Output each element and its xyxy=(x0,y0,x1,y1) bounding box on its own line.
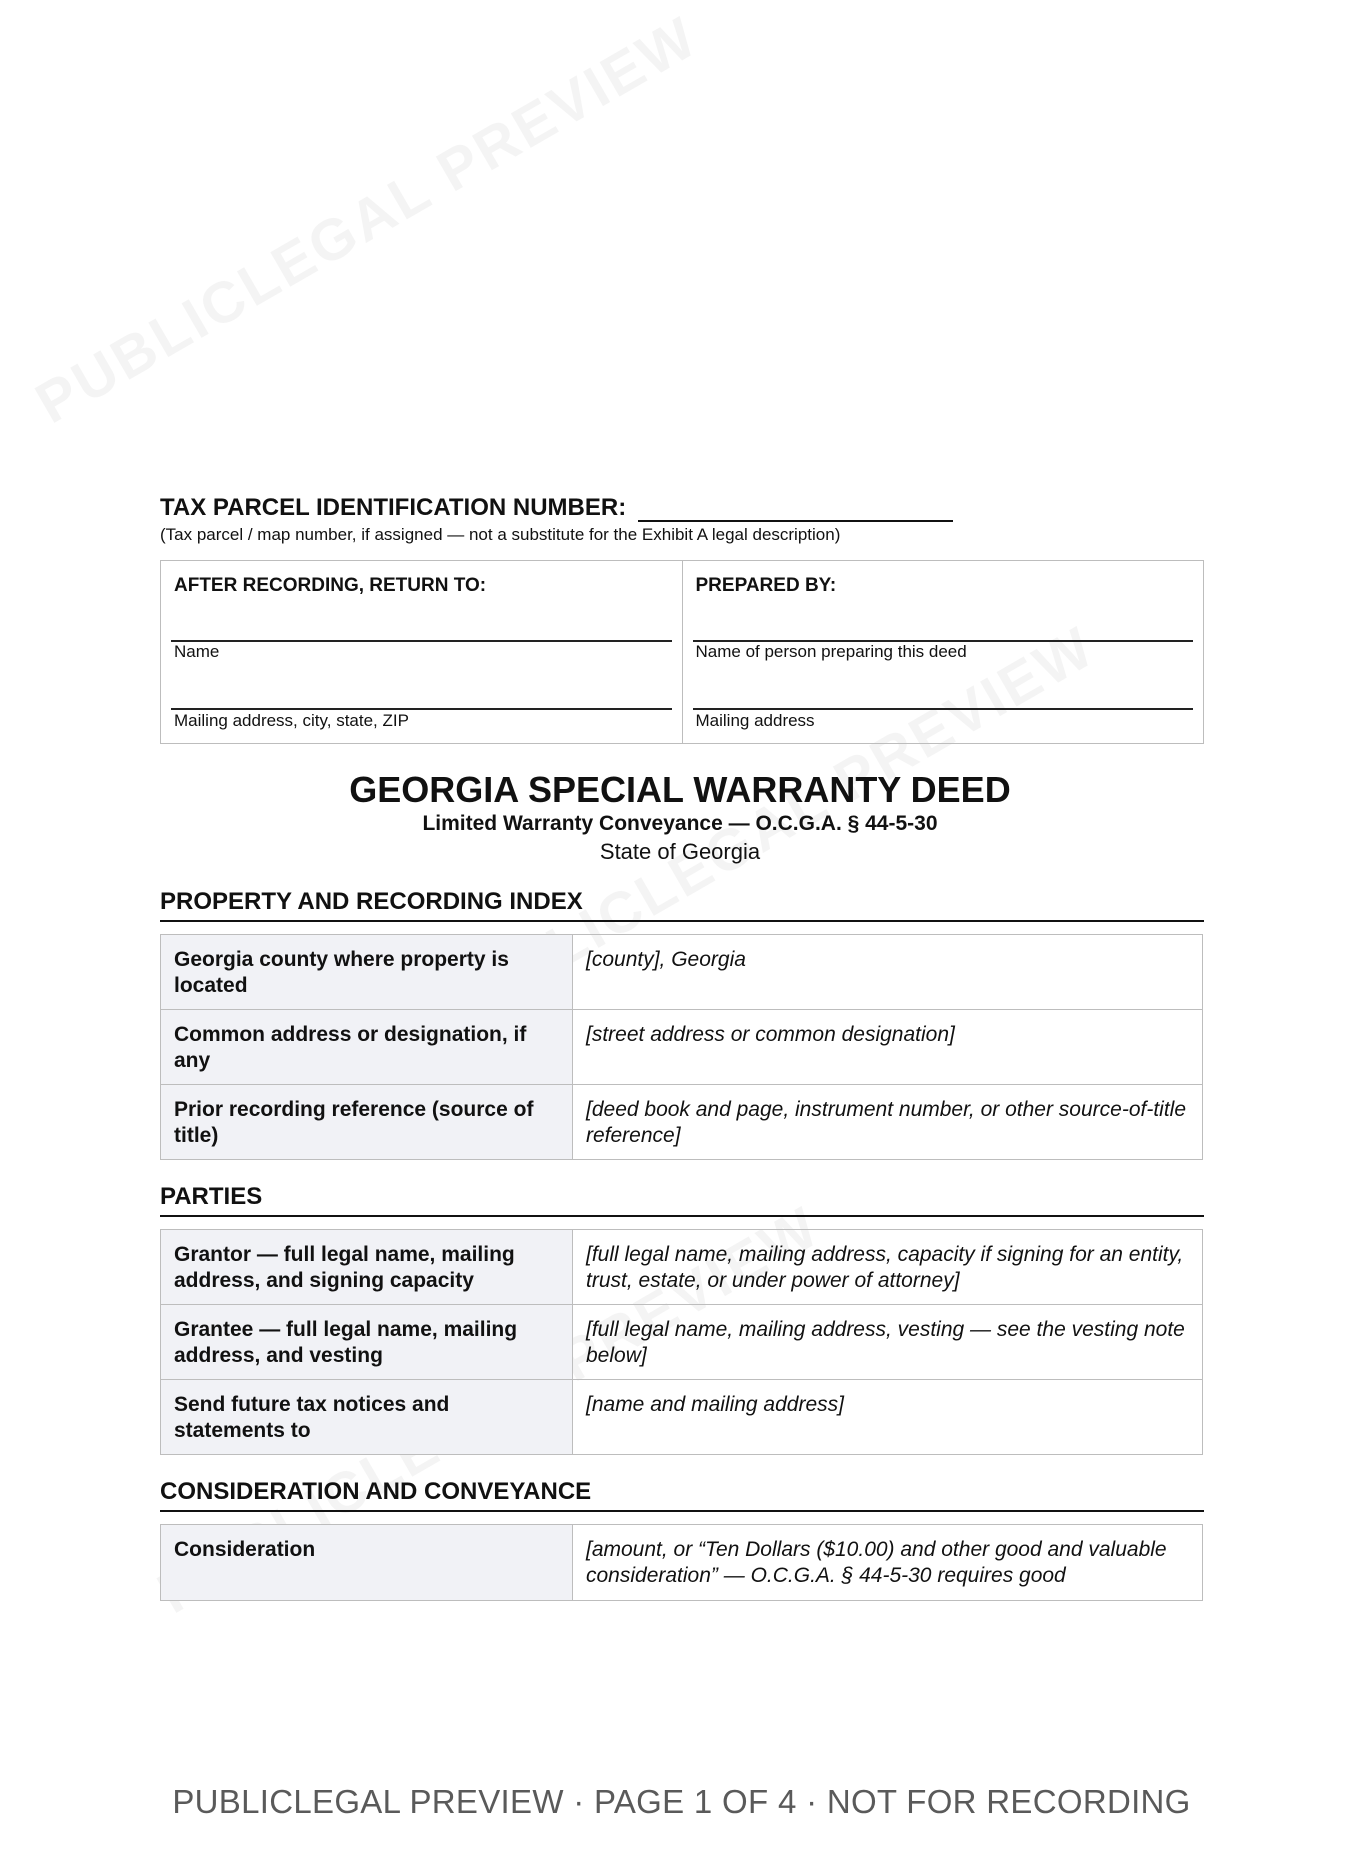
preparer-address-line[interactable] xyxy=(693,708,1194,710)
field-value[interactable]: [street address or common designation] xyxy=(573,1010,1203,1085)
preparer-name-label: Name of person preparing this deed xyxy=(695,642,967,661)
field-label: Georgia county where property is located xyxy=(161,935,573,1010)
preparer-address-label: Mailing address xyxy=(695,711,815,730)
field-label: Send future tax notices and statements to xyxy=(161,1380,573,1455)
document-title: GEORGIA SPECIAL WARRANTY DEED xyxy=(349,769,1011,810)
tax-parcel-label: TAX PARCEL IDENTIFICATION NUMBER: xyxy=(160,494,627,521)
return-to-column xyxy=(161,561,682,743)
field-label: Consideration xyxy=(161,1525,573,1601)
page-footer: PUBLICLEGAL PREVIEW · PAGE 1 OF 4 · NOT FOR RECORDING xyxy=(172,1783,1191,1820)
section-heading-parties: PARTIES xyxy=(160,1183,1204,1217)
field-value[interactable]: [amount, or “Ten Dollars ($10.00) and other good and valuable consideration” — O.C.G.A. § 44-5-30 requires good xyxy=(573,1525,1203,1601)
field-value[interactable]: [deed book and page, instrument number, or other source-of-title reference] xyxy=(573,1085,1203,1160)
return-name-line[interactable] xyxy=(171,640,672,642)
section-heading-property: PROPERTY AND RECORDING INDEX xyxy=(160,888,1204,922)
section-heading-consideration: CONSIDERATION AND CONVEYANCE xyxy=(160,1478,1204,1512)
tax-parcel-blank[interactable] xyxy=(638,494,953,522)
table-row xyxy=(161,1085,1203,1160)
return-address-label: Mailing address, city, state, ZIP xyxy=(174,711,409,730)
table-row xyxy=(161,935,1203,1010)
document-subtitle: Limited Warranty Conveyance — O.C.G.A. § 44-5-30 xyxy=(422,812,938,835)
prepared-by-heading: PREPARED BY: xyxy=(695,575,837,596)
field-label: Grantee — full legal name, mailing address, and vesting xyxy=(161,1305,573,1380)
return-to-heading: AFTER RECORDING, RETURN TO: xyxy=(174,575,487,596)
field-label: Common address or designation, if any xyxy=(161,1010,573,1085)
tax-parcel-line xyxy=(160,494,953,522)
table-row xyxy=(161,1010,1203,1085)
tax-parcel-note: (Tax parcel / map number, if assigned — not a substitute for the Exhibit A legal description) xyxy=(160,525,841,544)
table-row xyxy=(161,1230,1203,1305)
field-label: Prior recording reference (source of title) xyxy=(161,1085,573,1160)
property-index-table xyxy=(160,934,1203,1160)
recording-return-box xyxy=(160,560,1204,744)
prepared-by-column xyxy=(682,561,1204,743)
watermark xyxy=(25,3,710,437)
field-value[interactable]: [full legal name, mailing address, vesting — see the vesting note below] xyxy=(573,1305,1203,1380)
return-address-line[interactable] xyxy=(171,708,672,710)
return-name-label: Name xyxy=(174,642,220,661)
document-state: State of Georgia xyxy=(599,839,761,864)
table-row xyxy=(161,1305,1203,1380)
field-value[interactable]: [name and mailing address] xyxy=(573,1380,1203,1455)
table-row xyxy=(161,1525,1203,1601)
field-value[interactable]: [full legal name, mailing address, capacity if signing for an entity, trust, estate, or under power of attorney] xyxy=(573,1230,1203,1305)
parties-table xyxy=(160,1229,1203,1455)
table-row xyxy=(161,1380,1203,1455)
field-value[interactable]: [county], Georgia xyxy=(573,935,1203,1010)
consideration-table xyxy=(160,1524,1203,1601)
field-label: Grantor — full legal name, mailing address, and signing capacity xyxy=(161,1230,573,1305)
